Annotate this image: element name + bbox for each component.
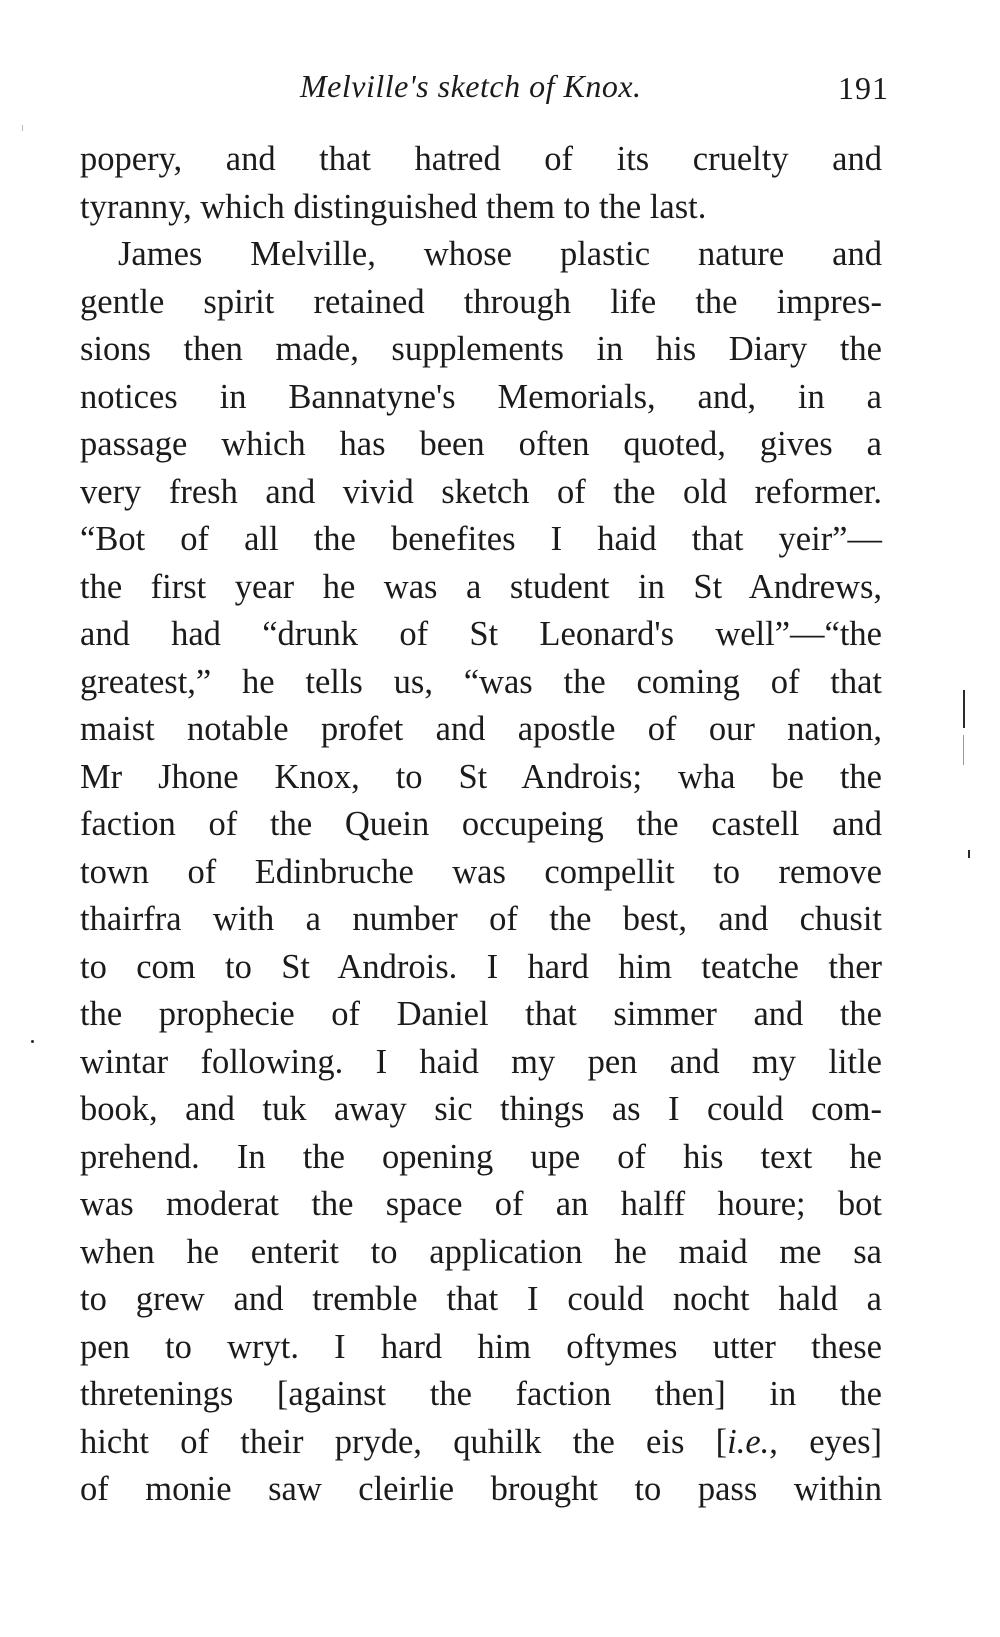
margin-speck xyxy=(31,1040,34,1043)
text-line: tyranny, which distinguished them to the last. xyxy=(80,187,707,226)
text-line: sions then made, supplements in his Diary the xyxy=(80,330,882,368)
text-line: pen to wryt. I hard him oftymes utter these xyxy=(80,1327,882,1366)
paragraph-first-line: James Melville, whose plastic nature and xyxy=(118,235,882,273)
text-line: the first year he was a student in St Andrews, xyxy=(80,567,882,606)
text-line: town of Edinbruche was compellit to remove xyxy=(80,852,882,891)
text-line: when he enterit to application he maid me sa xyxy=(80,1232,882,1271)
text-line: greatest,” he tells us, “was the coming of that xyxy=(80,662,882,701)
text-line: Mr Jhone Knox, to St Androis; wha be the xyxy=(80,757,882,796)
text-line: of monie saw cleirlie brought to pass within xyxy=(80,1470,882,1508)
text-line: and had “drunk of St Leonard's well”—“the xyxy=(80,615,882,653)
running-head xyxy=(0,56,1000,106)
text-line: book, and tuk away sic things as I could com- xyxy=(80,1090,882,1128)
text-line: popery, and that hatred of its cruelty and xyxy=(80,140,882,178)
page-number: 191 xyxy=(838,70,889,106)
body-text xyxy=(80,136,882,1514)
text-line: very fresh and vivid sketch of the old reformer. xyxy=(80,472,882,511)
italic-abbreviation: i.e. xyxy=(727,1422,770,1461)
text-line: maist notable profet and apostle of our nation, xyxy=(80,710,882,748)
running-title: Melville's sketch of Knox. xyxy=(300,68,642,104)
text-line: prehend. In the opening upe of his text he xyxy=(80,1137,882,1176)
text-line: notices in Bannatyne's Memorials, and, in a xyxy=(80,377,882,416)
text-line: to grew and tremble that I could nocht hald a xyxy=(80,1280,882,1318)
text-line: the prophecie of Daniel that simmer and the xyxy=(80,995,882,1033)
text-line: passage which has been often quoted, gives a xyxy=(80,425,882,463)
text-line: faction of the Quein occupeing the castell and xyxy=(80,805,882,843)
line-segment: , eyes] xyxy=(769,1422,882,1461)
text-line: “Bot of all the benefites I haid that yeir”— xyxy=(80,520,882,558)
text-line: to com to St Androis. I hard him teatche ther xyxy=(80,947,882,986)
margin-pencil-mark xyxy=(963,735,964,765)
text-line: thretenings [against the faction then] in the xyxy=(80,1375,882,1413)
line-segment: hicht of their pryde, quhilk the eis [ xyxy=(80,1422,728,1461)
text-line: gentle spirit retained through life the impres- xyxy=(80,282,882,321)
text-line: wintar following. I haid my pen and my litle xyxy=(80,1042,882,1081)
text-line: thairfra with a number of the best, and chusit xyxy=(80,900,882,938)
text-line: was moderat the space of an halff houre; bot xyxy=(80,1185,882,1223)
margin-pencil-mark xyxy=(963,690,965,728)
text-line-with-italic xyxy=(80,1419,882,1467)
margin-speck xyxy=(968,850,970,858)
margin-speck xyxy=(22,125,23,131)
